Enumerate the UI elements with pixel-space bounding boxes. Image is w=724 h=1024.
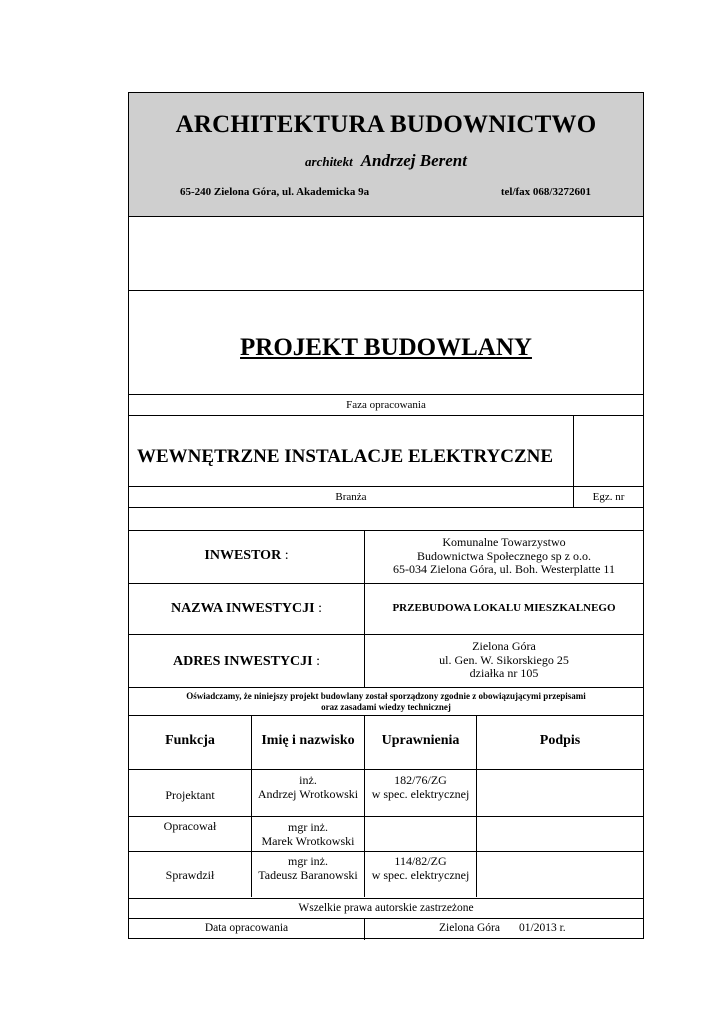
function-cell: Sprawdził bbox=[165, 868, 215, 882]
signature-table-header bbox=[129, 716, 643, 770]
divider bbox=[476, 716, 477, 897]
investment-name-value: PRZEBUDOWA LOKALU MIESZKALNEGO bbox=[392, 602, 616, 614]
investor-value: Komunalne Towarzystwo Budownictwa Społecznego sp z o.o. 65-034 Zielona Góra, ul. Boh. Westerplatte 11 bbox=[393, 535, 615, 576]
table-row bbox=[129, 770, 643, 817]
column-header: Imię i nazwisko bbox=[261, 733, 355, 748]
copyright-notice: Wszelkie prawa autorskie zastrzeżone bbox=[129, 899, 643, 919]
column-header: Podpis bbox=[539, 733, 581, 748]
firm-address: 65-240 Zielona Góra, ul. Akademicka 9a bbox=[180, 186, 370, 198]
investment-name-row bbox=[129, 584, 643, 635]
firm-header bbox=[129, 93, 643, 217]
investor-row bbox=[129, 531, 643, 584]
date: 01/2013 r. bbox=[519, 922, 566, 934]
blank-row bbox=[129, 508, 643, 531]
investment-address-row bbox=[129, 635, 643, 688]
divider bbox=[573, 416, 574, 486]
permissions-cell: 182/76/ZG w spec. elektrycznej bbox=[371, 773, 470, 801]
column-header: Uprawnienia bbox=[381, 733, 460, 748]
investment-address-label: ADRES INWESTYCJI : bbox=[172, 654, 321, 669]
permissions-cell: 114/82/ZG w spec. elektrycznej bbox=[371, 854, 470, 882]
date-label: Data opracowania bbox=[204, 922, 289, 934]
copy-number-label: Egz. nr bbox=[592, 491, 625, 503]
table-row bbox=[129, 817, 643, 852]
divider bbox=[364, 919, 365, 940]
project-title-row bbox=[129, 291, 643, 395]
place: Zielona Góra bbox=[439, 922, 500, 934]
function-cell: Opracował bbox=[163, 819, 217, 833]
title-sheet bbox=[128, 92, 644, 939]
phase-label: Faza opracowania bbox=[129, 395, 643, 416]
firm-telfax: tel/fax 068/3272601 bbox=[500, 186, 591, 198]
blank-row bbox=[129, 217, 643, 291]
name-cell: mgr inż. Tadeusz Baranowski bbox=[258, 854, 358, 882]
branch-row bbox=[129, 416, 643, 487]
firm-name: ARCHITEKTURA BUDOWNICTWO bbox=[175, 111, 597, 138]
investor-label: INWESTOR : bbox=[204, 548, 289, 563]
name-cell: mgr inż. Marek Wrotkowski bbox=[261, 820, 355, 848]
function-cell: Projektant bbox=[165, 788, 215, 802]
declaration: Oświadczamy, że niniejszy projekt budowlany został sporządzony zgodnie z obowiązującymi przepisami oraz zasadami wiedzy technicznej bbox=[129, 688, 643, 716]
architect-prefix: architekt bbox=[305, 154, 353, 169]
branch-label: Branża bbox=[335, 491, 367, 503]
name-cell: inż. Andrzej Wrotkowski bbox=[257, 773, 359, 801]
branch-label-row bbox=[129, 487, 643, 508]
architect-line bbox=[129, 151, 643, 171]
investment-name-label: NAZWA INWESTYCJI : bbox=[171, 601, 322, 616]
table-row bbox=[129, 852, 643, 899]
project-title: PROJEKT BUDOWLANY bbox=[240, 334, 532, 361]
divider bbox=[364, 716, 365, 897]
architect-name: Andrzej Berent bbox=[360, 151, 467, 170]
footer-row bbox=[129, 919, 643, 940]
branch-title: WEWNĘTRZNE INSTALACJE ELEKTRYCZNE bbox=[137, 446, 554, 467]
column-header: Funkcja bbox=[165, 733, 215, 748]
investment-address-value: Zielona Góra ul. Gen. W. Sikorskiego 25 działka nr 105 bbox=[439, 639, 569, 680]
divider bbox=[251, 716, 252, 897]
